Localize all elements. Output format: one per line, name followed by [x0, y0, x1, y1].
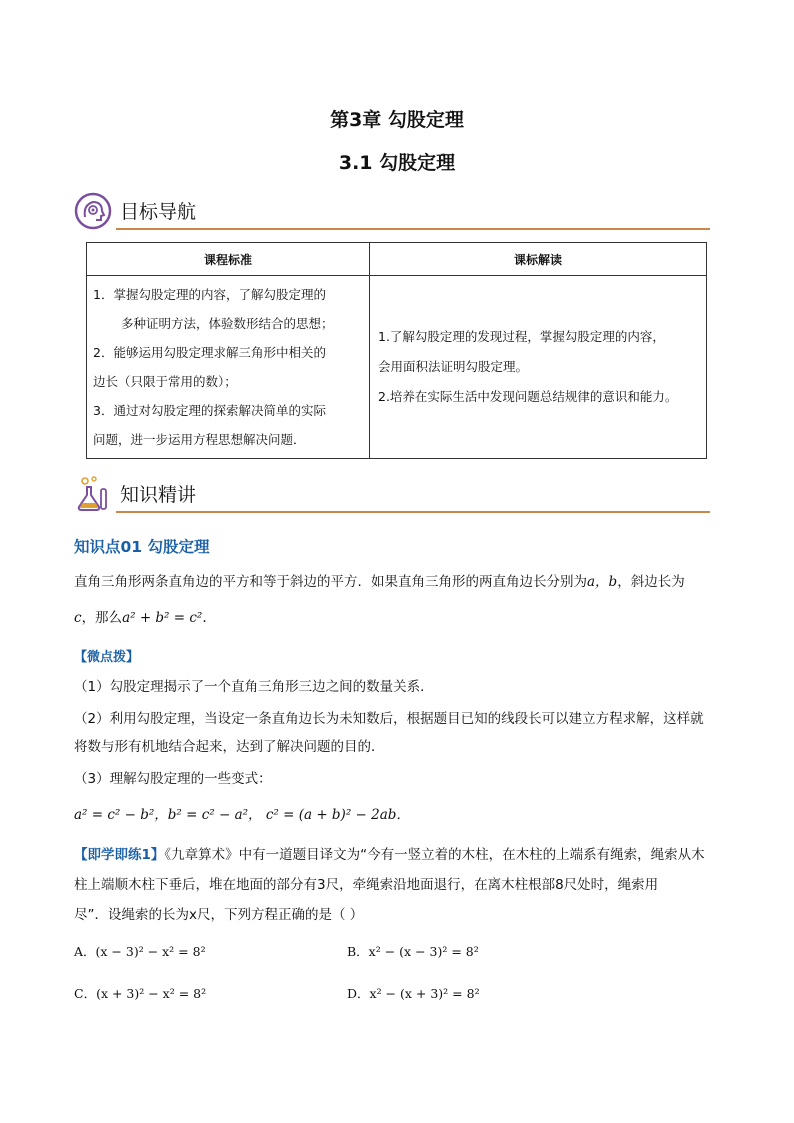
standard-line: 2．能够运用勾股定理求解三角形中相关的 — [93, 345, 326, 360]
exercise-line-2: 柱上端顺木柱下垂后，堆在地面的部分有3尺，牵绳索沿地面退行，在离木柱根部8尺处时，绳索用 — [74, 877, 659, 893]
table-header-interpretation: 课标解读 — [370, 243, 707, 276]
definition-text-tail: ，斜边长为 — [617, 574, 685, 590]
tip-item: （3）理解勾股定理的一些变式： — [74, 771, 272, 787]
tip-item: （2）利用勾股定理，当设定一条直角边长为未知数后，根据题目已知的线段长可以建立方程求解，这样就 — [74, 711, 704, 727]
variant-formulas: a² = c² − b²，b² = c² − a²， c² = (a + b)² − 2ab． — [74, 807, 410, 823]
exercise-text: 《九章算术》中有一道题目译文为“今有一竖立着的木柱，在木柱的上端系有绳索，绳索从木 — [164, 847, 705, 863]
standard-line: 边长（只限于常用的数）； — [93, 374, 237, 389]
goals-section-label: 目标导航 — [120, 201, 197, 223]
definition-line-2 — [74, 604, 724, 632]
exercise-label: 【即学即练1】 — [74, 847, 165, 863]
brain-head-icon — [74, 192, 112, 230]
definition-text: 直角三角形两条直角边的平方和等于斜边的平方．如果直角三角形的两直角边长分别为 — [74, 574, 587, 590]
flask-icon — [74, 475, 112, 513]
curriculum-table — [86, 242, 707, 459]
table-header-standard: 课程标准 — [87, 243, 370, 276]
standard-line: 多种证明方法，体验数形结合的思想； — [121, 316, 334, 331]
interpretation-line: 1.了解勾股定理的发现过程，掌握勾股定理的内容， — [378, 329, 665, 344]
exercise-line-3: 尽”．设绳索的长为x尺，下列方程正确的是（ ） — [74, 907, 364, 923]
interpretation-cell — [370, 276, 707, 459]
option-d[interactable]: D．x² − (x + 3)² = 8² — [347, 986, 480, 1001]
option-b[interactable]: B．x² − (x − 3)² = 8² — [347, 944, 479, 959]
knowledge-section-bar — [74, 473, 710, 513]
interpretation-line: 2.培养在实际生活中发现问题总结规律的意识和能力。 — [378, 389, 678, 404]
section-divider — [116, 228, 710, 230]
tip-item: 将数与形有机地结合起来，达到了解决问题的目的． — [74, 739, 385, 755]
knowledge-section-label: 知识精讲 — [120, 484, 197, 506]
standard-line: 1．掌握勾股定理的内容，了解勾股定理的 — [93, 287, 326, 302]
option-a[interactable]: A．(x − 3)² − x² = 8² — [74, 944, 206, 959]
standards-cell — [87, 276, 370, 459]
goals-section-bar — [74, 190, 710, 230]
pythagorean-formula: a² + b² = c². — [122, 610, 207, 626]
chapter-title: 第3章 勾股定理 — [330, 109, 464, 131]
standard-line: 问题，进一步运用方程思想解决问题． — [93, 432, 306, 447]
standard-line: 3．通过对勾股定理的探索解决简单的实际 — [93, 403, 326, 418]
option-c[interactable]: C．(x + 3)² − x² = 8² — [74, 986, 207, 1001]
section-title: 3.1 勾股定理 — [338, 152, 456, 174]
definition-var-c: c — [74, 610, 82, 626]
exercise-line-1 — [74, 841, 724, 869]
definition-paragraph — [74, 568, 724, 596]
tip-item: （1）勾股定理揭示了一个直角三角形三边之间的数量关系． — [74, 679, 434, 695]
interpretation-line: 会用面积法证明勾股定理。 — [378, 359, 529, 374]
definition-text-2: ，那么 — [81, 610, 123, 626]
section-divider — [116, 511, 710, 513]
tip-label: 【微点拨】 — [74, 650, 140, 665]
definition-vars: a，b — [587, 574, 618, 590]
knowledge-point-title: 知识点01 勾股定理 — [74, 538, 210, 556]
